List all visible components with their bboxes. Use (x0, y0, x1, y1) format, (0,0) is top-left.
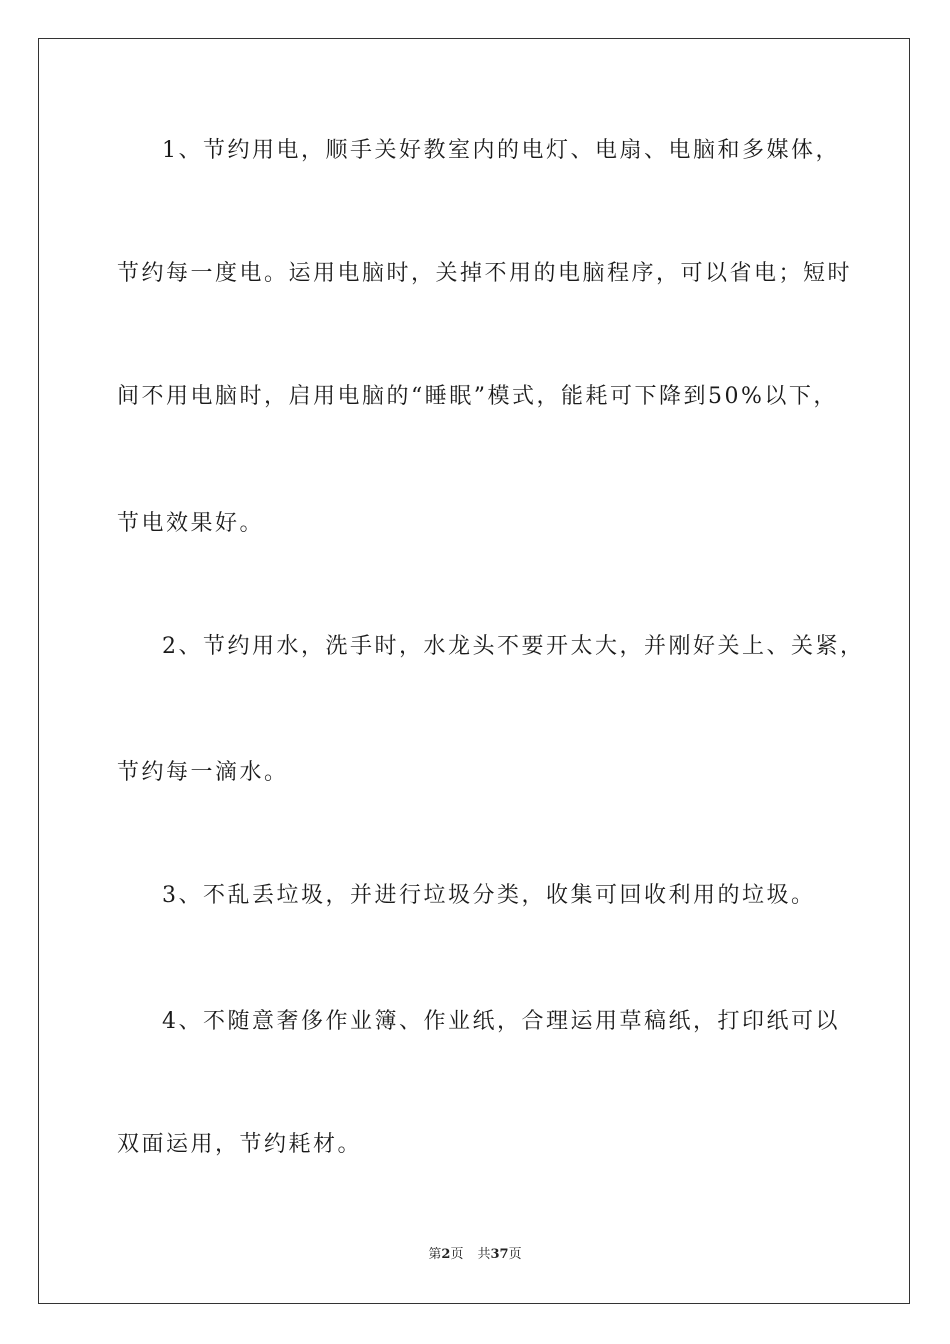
paragraph-1-line-1: 1、节约用电，顺手关好教室内的电灯、电扇、电脑和多媒体， (162, 138, 840, 163)
paragraph-2-line-1: 2、节约用水，洗手时，水龙头不要开太大，并刚好关上、关紧， (162, 634, 865, 659)
paragraph-4-line-1: 4、不随意奢侈作业簿、作业纸，合理运用草稿纸，打印纸可以 (162, 1009, 840, 1034)
page-number: 2 (441, 1247, 451, 1262)
page-prefix: 第 (428, 1247, 442, 1262)
paragraph-3-line-1: 3、不乱丢垃圾，并进行垃圾分类，收集可回收利用的垃圾。 (162, 883, 816, 908)
page-footer (0, 1246, 950, 1264)
paragraph-1-line-2: 节约每一度电。运用电脑时，关掉不用的电脑程序，可以省电；短时 (117, 261, 853, 286)
total-pages: 37 (490, 1247, 509, 1262)
paragraph-2-line-2: 节约每一滴水。 (117, 760, 289, 785)
page-frame (38, 38, 910, 1304)
paragraph-4-line-2: 双面运用，节约耗材。 (117, 1132, 363, 1157)
page-suffix: 页 (450, 1247, 464, 1262)
paragraph-1-line-4: 节电效果好。 (117, 511, 265, 536)
total-suffix: 页 (508, 1247, 522, 1262)
paragraph-1-line-3: 间不用电脑时，启用电脑的“睡眠”模式，能耗可下降到50%以下， (117, 384, 838, 409)
total-prefix: 共 (477, 1247, 491, 1262)
